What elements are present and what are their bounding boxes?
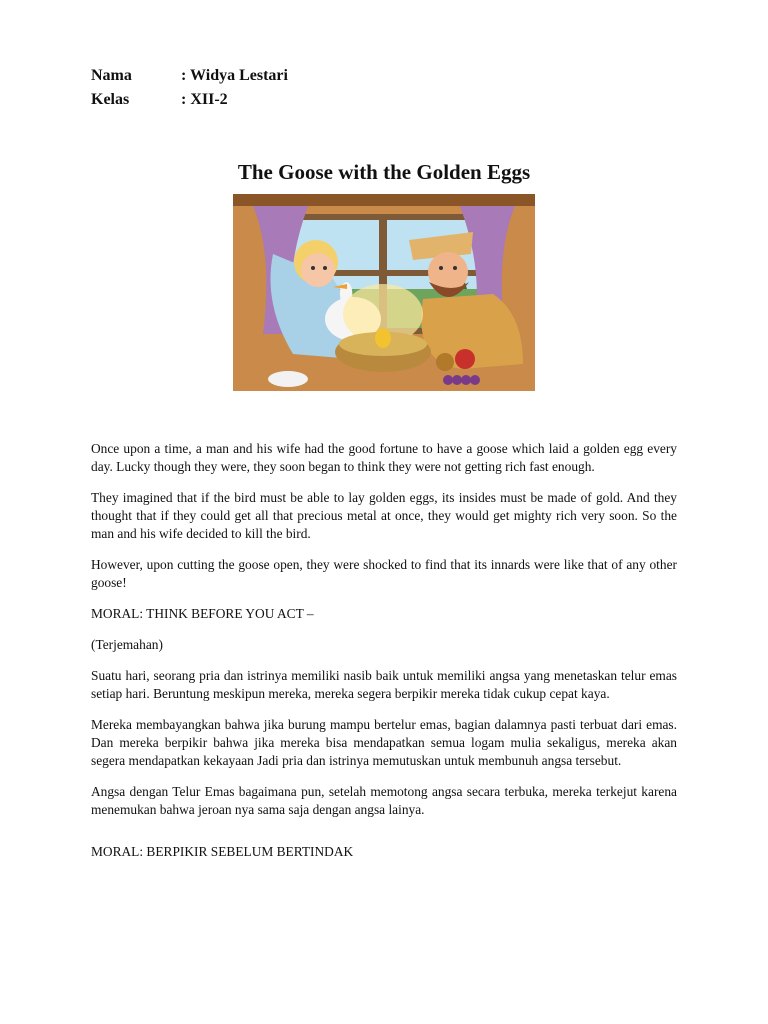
indonesian-paragraph-1: Suatu hari, seorang pria dan istrinya memiliki nasib baik untuk memiliki angsa yang menetaskan telur emas setiap hari. Beruntung meskipun mereka, mereka segera berpikir mereka tidak cukup cepat kaya.	[91, 668, 677, 701]
student-info	[91, 64, 288, 112]
story-illustration	[233, 194, 535, 391]
indonesian-paragraph-2: Mereka membayangkan bahwa jika burung mampu bertelur emas, bagian dalamnya pasti terbuat dari emas. Dan mereka berpikir bahwa jika mereka bisa mendapatkan semua logam mulia sekaligus, mereka akan segera mendapatkan kekayaan Jadi pria dan istrinya memutuskan untuk membunuh angsa tersebut.	[91, 717, 677, 768]
class-value: : XII-2	[181, 91, 228, 108]
class-label: Kelas	[91, 91, 130, 108]
english-paragraph-1: Once upon a time, a man and his wife had the good fortune to have a goose which laid a golden egg every day. Lucky though they were, they soon began to think they were not getting rich fast enough.	[91, 441, 677, 474]
goose-golden-eggs-illustration	[233, 194, 535, 391]
moral-english: MORAL: THINK BEFORE YOU ACT –	[91, 606, 314, 621]
indonesian-paragraph-3: Angsa dengan Telur Emas bagaimana pun, setelah memotong angsa secara terbuka, mereka terkejut karena menemukan bahwa jeroan nya sama saja dengan angsa lainya.	[91, 784, 677, 817]
english-paragraph-3: However, upon cutting the goose open, they were shocked to find that its innards were like that of any other goose!	[91, 557, 677, 590]
name-row	[91, 64, 288, 88]
story-title: The Goose with the Golden Eggs	[237, 160, 531, 184]
translation-label: (Terjemahan)	[91, 637, 163, 652]
moral-indonesian: MORAL: BERPIKIR SEBELUM BERTINDAK	[91, 844, 354, 859]
name-label: Nama	[91, 67, 132, 84]
english-paragraph-2: They imagined that if the bird must be able to lay golden eggs, its insides must be made of gold. And they thought that if they could get all that precious metal at once, they would get mighty rich very soon. So the man and his wife decided to kill the bird.	[91, 490, 677, 541]
name-value: : Widya Lestari	[181, 67, 288, 84]
class-row	[91, 88, 288, 112]
story-body	[91, 440, 677, 874]
